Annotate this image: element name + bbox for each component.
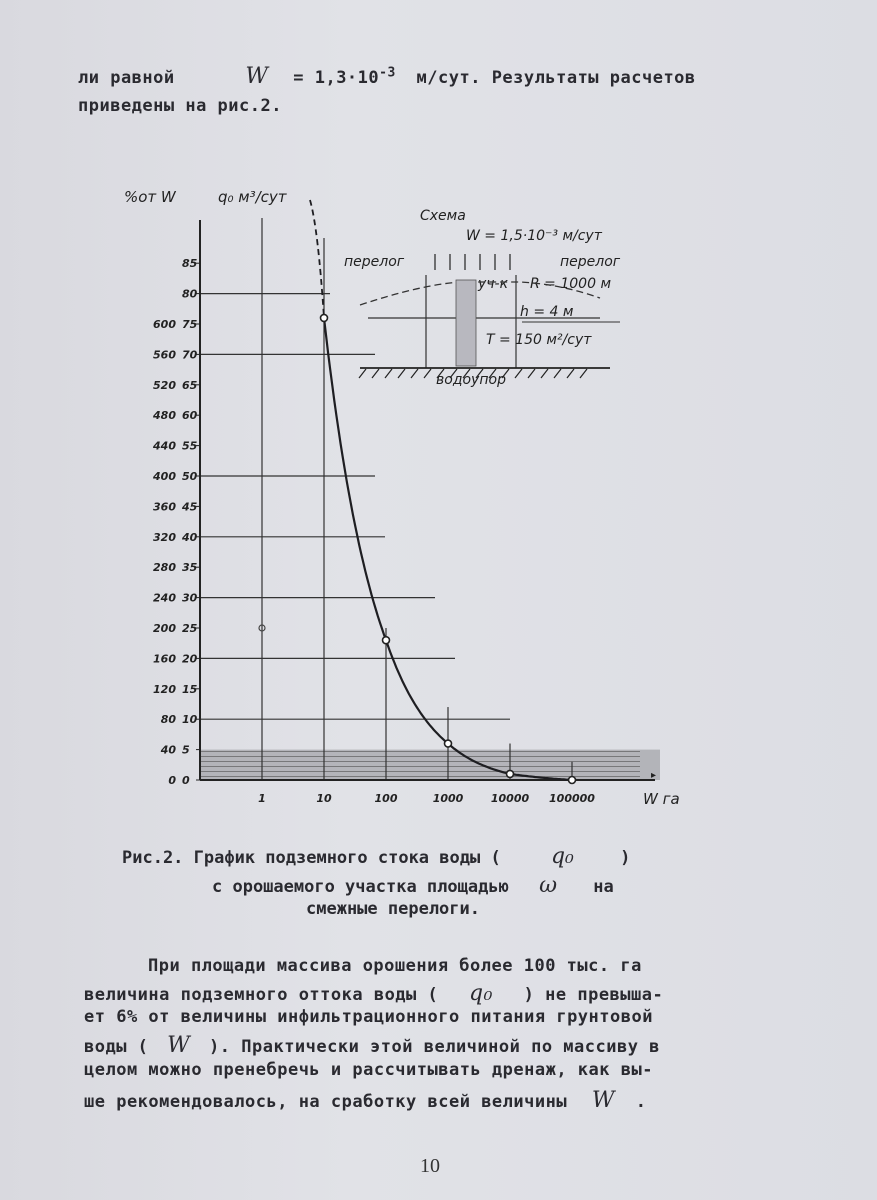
w-symbol-end: W xyxy=(591,1088,615,1113)
intro-text-c: м/сут. Результаты расчетов xyxy=(416,68,696,88)
figure-caption-line-1 xyxy=(122,844,630,869)
y-right-tick-label: 70 xyxy=(182,348,198,362)
y-left-tick-label: 560 xyxy=(153,348,176,362)
y-right-tick-label: 85 xyxy=(182,257,198,271)
y-left-tick-label: 0 xyxy=(168,774,176,787)
y-left-tick-label: 400 xyxy=(153,470,176,483)
x-tick-label: 10 xyxy=(316,792,332,805)
scheme-h-value: h = 4 м xyxy=(520,304,574,320)
y-right-tick-label: 55 xyxy=(182,439,198,453)
scheme-base-hatch xyxy=(528,369,535,378)
y-left-tick-label: 40 xyxy=(160,743,176,757)
scheme-left-label: перелог xyxy=(344,254,405,270)
y-left-tick-label: 440 xyxy=(153,439,176,453)
scheme-base-hatch xyxy=(541,369,548,378)
y-right-tick-label: 10 xyxy=(182,713,198,727)
y-left-tick-label: 280 xyxy=(153,561,176,575)
scheme-t-value: T = 150 м²/сут xyxy=(486,332,592,348)
x-tick-label: 1000 xyxy=(432,792,464,805)
x-axis-arrow: ▸ xyxy=(651,770,657,781)
omega-symbol: ω xyxy=(539,873,558,898)
y-right-tick-label: 75 xyxy=(182,318,198,331)
caption-text-b: ) xyxy=(620,848,631,868)
data-point xyxy=(569,777,576,784)
q-symbol-body: q₀ xyxy=(469,981,493,1006)
scheme-w-value: W = 1,5·10⁻³ м/сут xyxy=(466,228,602,244)
scheme-base-hatch xyxy=(580,369,587,378)
y-right-tick-label: 60 xyxy=(182,409,198,423)
body-line-3: ет 6% от величины инфильтрационного питания грунтовой xyxy=(84,1007,653,1027)
shaded-band xyxy=(200,750,660,780)
body-line-4 xyxy=(84,1033,660,1058)
scheme-base-hatch xyxy=(411,369,418,378)
intro-text-a: ли равной xyxy=(78,68,175,88)
y-right-axis-label: q₀ м³/сут xyxy=(218,188,287,206)
body-line-6 xyxy=(84,1088,646,1113)
scheme-title: Схема xyxy=(420,208,466,224)
scheme-plot-label: уч-к xyxy=(478,276,509,292)
y-left-tick-label: 480 xyxy=(153,409,176,423)
chart-root xyxy=(124,188,680,808)
intro-exponent: -3 xyxy=(379,65,396,81)
y-left-tick-label: 320 xyxy=(153,530,176,544)
y-right-tick-label: 35 xyxy=(182,561,198,575)
y-left-tick-label: 240 xyxy=(153,591,176,605)
body-line-1: При площади массива орошения более 100 тыс. га xyxy=(148,956,642,976)
scheme-base-hatch xyxy=(424,369,431,378)
body-text-6b: . xyxy=(635,1092,647,1112)
body-text-2b: ) не превыша- xyxy=(523,985,664,1005)
x-tick-label: 100 xyxy=(374,792,398,805)
figure-caption-line-3: смежные перелоги. xyxy=(306,899,480,919)
scheme-base-hatch xyxy=(398,369,405,378)
y-left-tick-label: 120 xyxy=(153,682,176,696)
y-left-tick-label: 520 xyxy=(153,378,176,392)
x-tick-label: 100000 xyxy=(549,792,595,805)
w-symbol: W xyxy=(245,64,269,89)
y-left-axis-label: %от W xyxy=(124,188,176,206)
y-right-tick-label: 25 xyxy=(182,622,198,635)
body-text-6a: ше рекомендовалось, на сработку всей величины xyxy=(84,1092,568,1112)
curve-extrapolation xyxy=(310,200,324,318)
intro-text-b: = 1,3·10 xyxy=(293,68,380,88)
body-line-5: целом можно пренебречь и рассчитывать дренаж, как вы- xyxy=(84,1060,653,1080)
data-point xyxy=(445,740,452,747)
y-left-tick-label: 600 xyxy=(153,318,176,331)
y-left-tick-label: 160 xyxy=(153,652,176,666)
scheme-base-hatch xyxy=(554,369,561,378)
y-right-tick-label: 20 xyxy=(182,652,198,666)
caption-text-c: с орошаемого участка площадью xyxy=(212,877,509,897)
scheme-base-label: водоупор xyxy=(436,372,506,388)
y-right-tick-label: 50 xyxy=(182,470,198,483)
x-axis-label: W га xyxy=(643,790,680,808)
body-text-2a: величина подземного оттока воды ( xyxy=(84,985,439,1005)
caption-text-a: Рис.2. График подземного стока воды ( xyxy=(122,848,501,868)
intro-line-2: приведены на рис.2. xyxy=(78,96,282,116)
body-line-2 xyxy=(84,981,663,1006)
y-left-tick-label: 360 xyxy=(153,500,176,514)
y-right-tick-label: 65 xyxy=(182,378,198,392)
body-text-4a: воды ( xyxy=(84,1037,149,1057)
scheme-r-value: R = 1000 м xyxy=(530,276,611,292)
y-right-tick-label: 5 xyxy=(182,743,190,757)
caption-text-d: на xyxy=(593,877,614,897)
intro-line-1 xyxy=(78,64,696,89)
body-text-4b: ). Практически этой величиной по массиву в xyxy=(209,1037,660,1057)
y-right-tick-label: 0 xyxy=(182,774,190,787)
scheme-base-hatch xyxy=(372,369,379,378)
scheme-base-hatch xyxy=(359,369,366,378)
x-tick-label: 1 xyxy=(258,792,266,805)
data-point xyxy=(507,770,514,777)
y-right-tick-label: 40 xyxy=(182,530,198,544)
scheme-base-hatch xyxy=(515,369,522,378)
data-point xyxy=(383,637,390,644)
data-point xyxy=(321,314,328,321)
w-symbol-body: W xyxy=(167,1033,191,1058)
scheme-right-label: перелог xyxy=(560,254,621,270)
figure-caption-line-2 xyxy=(212,873,614,898)
q-symbol: q₀ xyxy=(550,844,574,869)
y-right-tick-label: 15 xyxy=(182,682,198,696)
y-left-tick-label: 80 xyxy=(160,713,176,727)
y-right-tick-label: 45 xyxy=(182,500,198,514)
scheme-irrigated-column xyxy=(456,280,476,366)
scheme-base-hatch xyxy=(567,369,574,378)
page-number: 10 xyxy=(420,1155,440,1177)
y-left-tick-label: 200 xyxy=(153,622,176,635)
x-tick-label: 10000 xyxy=(490,792,530,805)
y-right-tick-label: 80 xyxy=(182,287,198,301)
y-right-tick-label: 30 xyxy=(182,591,198,605)
scheme-base-hatch xyxy=(385,369,392,378)
